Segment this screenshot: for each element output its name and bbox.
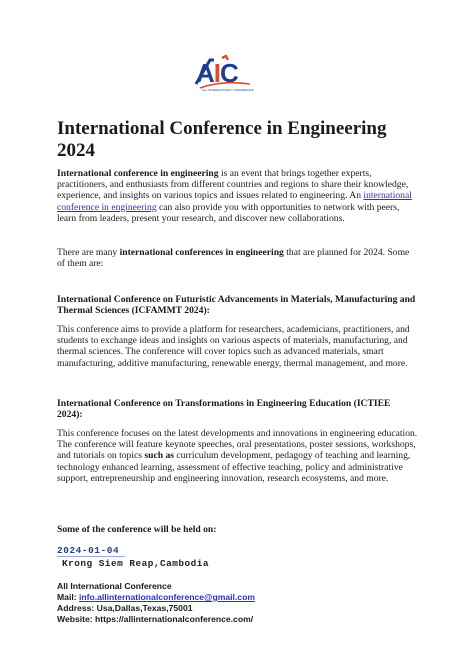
planned-text-1: There are many xyxy=(57,247,120,258)
logo-subtitle: ALL INTERNATIONAL CONFERENCE xyxy=(202,88,254,92)
planned-paragraph xyxy=(57,247,419,269)
logo-letter-i: I xyxy=(213,58,221,88)
contact-address-label: Address: xyxy=(57,603,97,613)
contact-website-label: Website: xyxy=(57,614,96,624)
held-on-heading: Some of the conference will be held on: xyxy=(57,524,217,535)
conference-2-desc-pre: This conference focuses on the latest developments and innovations in engineering education. The conference will feature keynote speeches, oral presentations, poster sessions, workshops, and tutorials on topics xyxy=(57,428,418,462)
planned-text-2: that are planned for 2024. Some of them are: xyxy=(57,247,410,270)
contact-mail-label: Mail: xyxy=(57,592,79,602)
contact-mail-link[interactable]: info.allinternationalconference@gmail.com xyxy=(78,592,255,602)
logo-letter-c: C xyxy=(220,58,238,88)
conference-2-desc-post: curriculum development, pedagogy of teaching and learning, technology enhanced learning, assessment of effective teaching, policy and administrative support, entrepreneurship and engineering innovation, research ecosystems, and more. xyxy=(57,450,411,484)
contact-mail-line xyxy=(57,592,255,602)
intro-text-2: can also provide you with opportunities to network with peers, learn from leaders, present your research, and discover new collaborations. xyxy=(57,201,400,224)
conference-2-title: International Conference on Transformations in Engineering Education (ICTIEE 2024): xyxy=(57,398,391,421)
intro-paragraph xyxy=(57,168,419,224)
date-underline xyxy=(57,556,125,557)
conference-2-description xyxy=(57,428,419,484)
intro-text-1: is an event that brings together experts, practitioners, and enthusiasts from different countries and regions to share their knowledge, experience, and insights on various topics and issues related to engineering. An xyxy=(57,168,409,202)
contact-org: All International Conference xyxy=(57,581,172,591)
event-date: 2024-01-04 xyxy=(57,545,120,556)
contact-website[interactable]: https://allinternationalconference.com/ xyxy=(95,614,254,624)
event-location: Krong Siem Reap,Cambodia xyxy=(62,558,210,569)
logo-swoosh-icon xyxy=(192,54,256,92)
conference-1-title: International Conference on Futuristic Advancements in Materials, Manufacturing and Thermal Sciences (ICFAMMT 2024): xyxy=(57,294,416,317)
conference-logo xyxy=(196,56,256,96)
contact-address-line xyxy=(57,603,193,613)
intro-link[interactable]: international conference in engineering xyxy=(57,190,412,213)
logo-letter-a: A xyxy=(196,58,214,88)
conference-1-description: This conference aims to provide a platform for researchers, academicians, practitioners, and students to exchange ideas and insights on various aspects of materials, manufacturing, and thermal sciences. The conference will cover topics such as advanced materials, smart manufacturing, additive manufacturing, renewable energy, thermal management, and more. xyxy=(57,324,410,369)
intro-bold-lead: International conference in engineering xyxy=(57,168,219,179)
contact-website-line xyxy=(57,614,253,624)
contact-address: Usa,Dallas,Texas,75001 xyxy=(96,603,193,613)
page-title: International Conference in Engineering 2024 xyxy=(57,118,387,161)
conference-2-desc-bold: such as xyxy=(144,450,174,462)
planned-bold: international conferences in engineering xyxy=(119,247,284,258)
